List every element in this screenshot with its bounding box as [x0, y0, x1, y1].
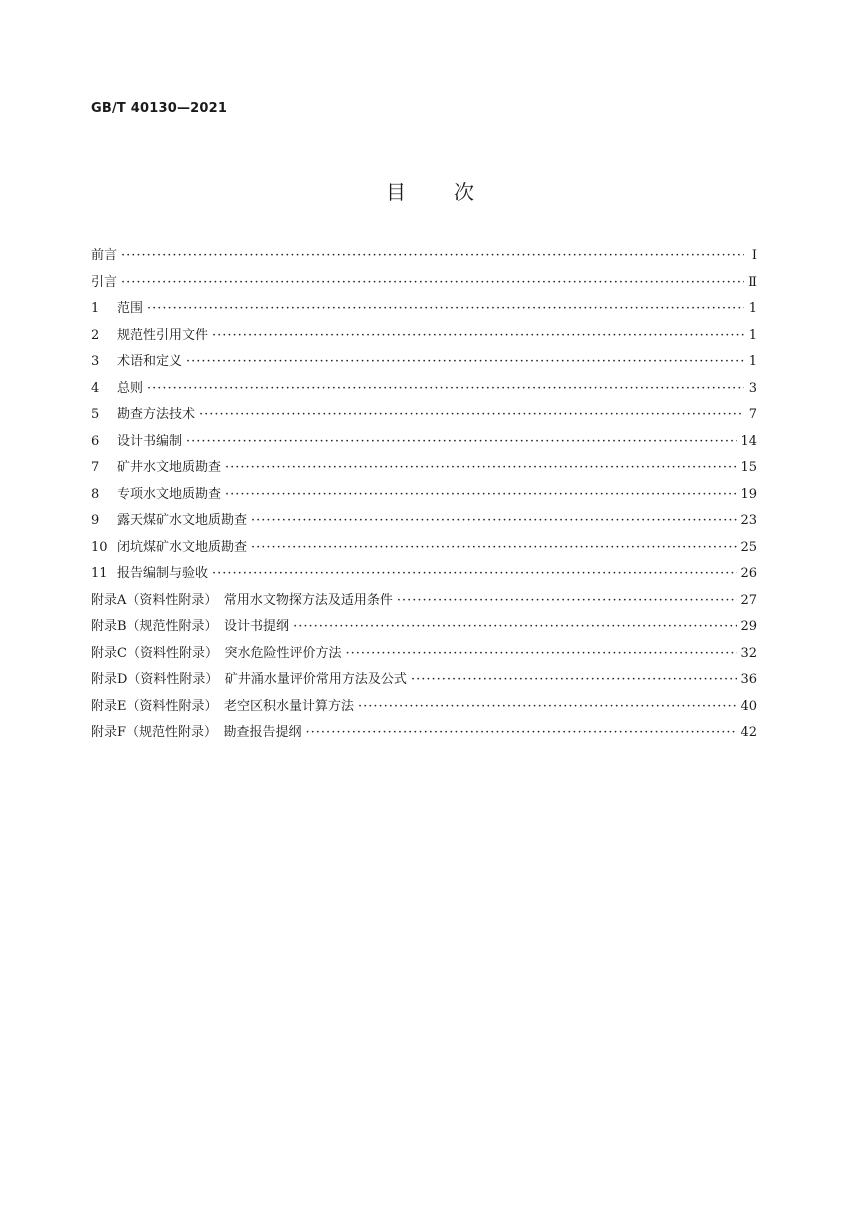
toc-entry[interactable] [91, 244, 757, 271]
toc-entry-label: 露天煤矿水文地质勘查 [117, 513, 248, 528]
toc-entry-label: 规范性引用文件 [117, 327, 209, 343]
toc-entry-label: 附录A（资料性附录） 常用水文物探方法及适用条件 [91, 592, 393, 608]
toc-entry-page: 42 [740, 725, 757, 740]
toc-entry-label: 附录C（资料性附录） 突水危险性评价方法 [91, 645, 342, 661]
toc-entry-page: Ⅰ [751, 248, 757, 263]
toc-entry[interactable] [91, 642, 757, 669]
toc-leader-dots [121, 275, 744, 290]
toc-leader-dots [186, 354, 744, 369]
toc-leader-dots [212, 328, 744, 343]
toc-entry-number: 1 [91, 301, 100, 316]
toc-entry-page: 40 [740, 698, 757, 714]
toc-leader-dots [186, 434, 737, 449]
toc-entry-label: 矿井水文地质勘查 [117, 460, 222, 475]
toc-leader-dots [225, 487, 737, 502]
toc-entry[interactable] [91, 615, 757, 642]
toc-leader-dots [225, 460, 737, 475]
toc-leader-dots [306, 725, 738, 740]
table-of-contents [91, 244, 757, 748]
toc-entry-page: 26 [740, 566, 757, 581]
toc-entry-page: 23 [740, 513, 757, 528]
toc-entry-label: 引言 [91, 274, 118, 290]
toc-entry-number: 7 [91, 460, 100, 475]
toc-entry[interactable] [91, 562, 757, 589]
toc-entry-page: 29 [740, 619, 757, 634]
toc-entry[interactable] [91, 668, 757, 695]
toc-entry-page: 1 [748, 354, 757, 369]
toc-entry-label: 专项水文地质勘查 [117, 486, 222, 502]
toc-entry-label: 术语和定义 [117, 354, 183, 369]
standard-number: GB/T 40130—2021 [91, 101, 228, 116]
toc-leader-dots [121, 248, 744, 263]
toc-entry-label: 报告编制与验收 [117, 566, 209, 581]
toc-entry-number: 5 [91, 407, 100, 422]
toc-entry[interactable] [91, 456, 757, 483]
toc-entry[interactable] [91, 324, 757, 351]
toc-entry[interactable] [91, 483, 757, 510]
toc-entry-number: 10 [91, 539, 108, 555]
toc-entry[interactable] [91, 695, 757, 722]
toc-entry-label: 前言 [91, 248, 118, 263]
toc-entry-label: 附录E（资料性附录） 老空区积水量计算方法 [91, 698, 354, 714]
toc-entry-number: 11 [91, 566, 108, 581]
toc-entry[interactable] [91, 721, 757, 748]
toc-entry-page: 19 [740, 486, 757, 502]
toc-entry-page: 1 [748, 301, 757, 316]
toc-entry-number: 2 [91, 327, 100, 343]
toc-leader-dots [147, 301, 744, 316]
toc-entry-label: 闭坑煤矿水文地质勘查 [117, 539, 248, 555]
toc-entry-page: 1 [748, 327, 757, 343]
toc-entry-page: 27 [740, 592, 757, 608]
toc-entry-label: 附录B（规范性附录） 设计书提纲 [91, 619, 290, 634]
toc-entry-number: 4 [91, 380, 100, 396]
toc-leader-dots [251, 540, 737, 555]
toc-leader-dots [199, 407, 744, 422]
toc-entry-page: 3 [748, 380, 757, 396]
toc-entry-label: 勘查方法技术 [117, 407, 196, 422]
toc-entry[interactable] [91, 509, 757, 536]
toc-entry[interactable] [91, 403, 757, 430]
toc-entry-number: 9 [91, 513, 100, 528]
toc-leader-dots [345, 646, 737, 661]
toc-entry-label: 范围 [117, 301, 144, 316]
toc-entry[interactable] [91, 589, 757, 616]
toc-entry-number: 6 [91, 433, 100, 449]
toc-entry-page: 14 [740, 433, 757, 449]
toc-entry-label: 设计书编制 [117, 433, 183, 449]
toc-entry-page: 7 [748, 407, 757, 422]
toc-leader-dots [411, 672, 738, 687]
toc-leader-dots [358, 699, 737, 714]
toc-entry-number: 8 [91, 486, 100, 502]
toc-leader-dots [147, 381, 744, 396]
toc-entry-page: 32 [740, 645, 757, 661]
toc-entry-page: 36 [740, 672, 757, 687]
toc-entry-page: 15 [740, 460, 757, 475]
toc-entry[interactable] [91, 350, 757, 377]
toc-entry-label: 附录F（规范性附录） 勘查报告提纲 [91, 725, 302, 740]
toc-entry-number: 3 [91, 354, 100, 369]
toc-leader-dots [251, 513, 737, 528]
toc-entry-page: Ⅱ [748, 274, 757, 290]
toc-entry[interactable] [91, 297, 757, 324]
toc-leader-dots [212, 566, 737, 581]
toc-entry[interactable] [91, 536, 757, 563]
toc-entry[interactable] [91, 271, 757, 298]
toc-entry-label: 总则 [117, 380, 144, 396]
toc-title: 目次 [386, 180, 522, 204]
toc-entry[interactable] [91, 377, 757, 404]
toc-leader-dots [293, 619, 737, 634]
toc-entry-page: 25 [740, 539, 757, 555]
toc-leader-dots [397, 593, 738, 608]
toc-entry-label: 附录D（资料性附录） 矿井涌水量评价常用方法及公式 [91, 672, 407, 687]
toc-entry[interactable] [91, 430, 757, 457]
